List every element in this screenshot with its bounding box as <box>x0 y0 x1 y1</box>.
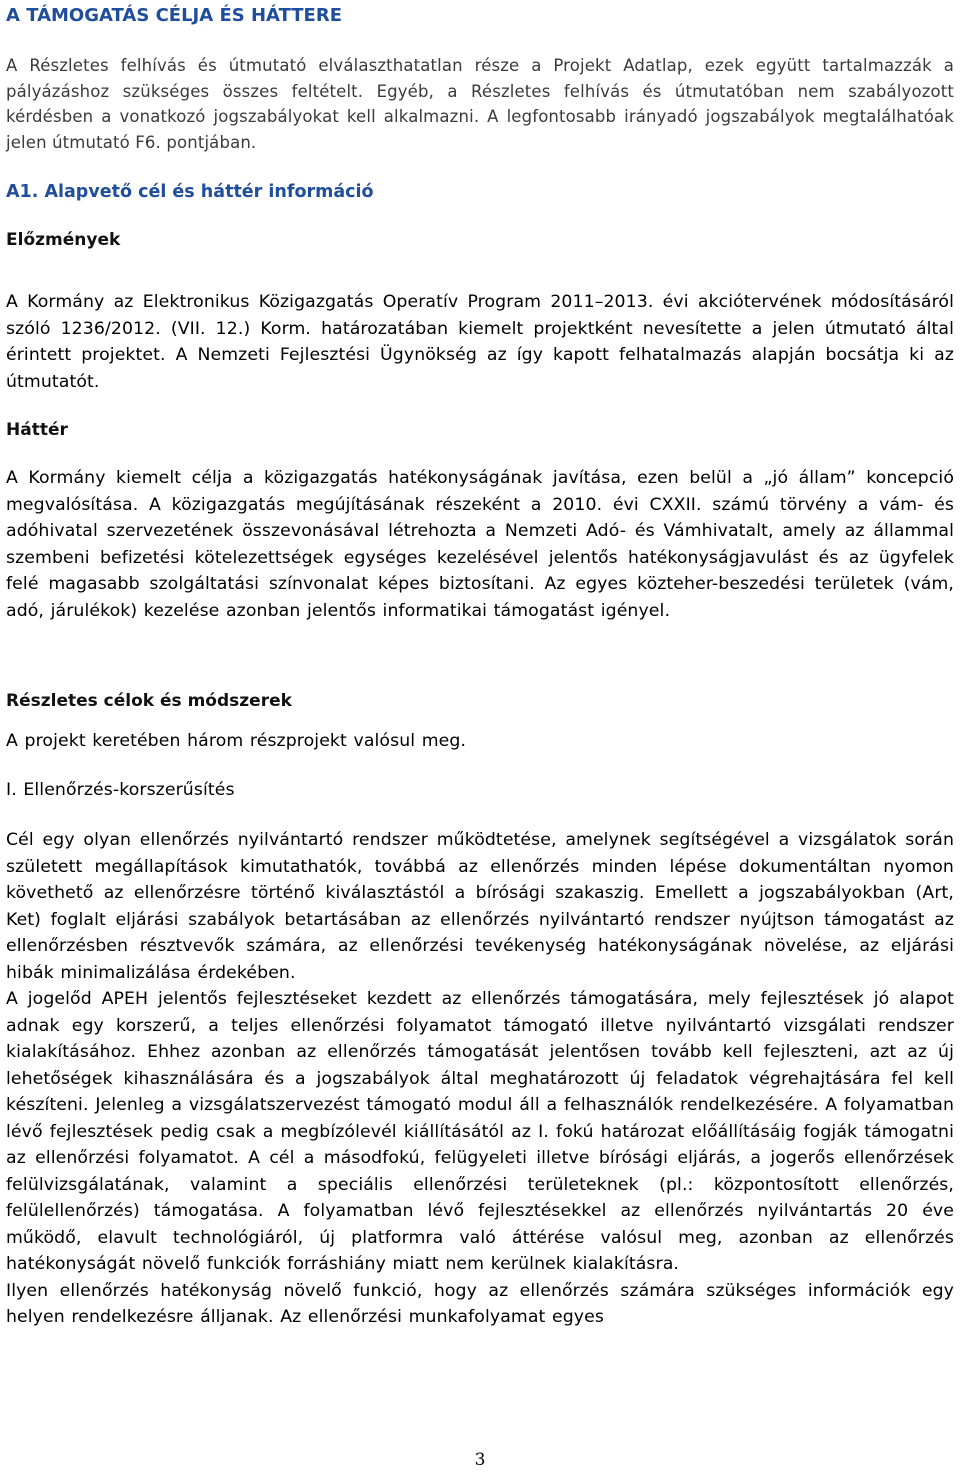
section-heading: A TÁMOGATÁS CÉLJA ÉS HÁTTERE <box>6 5 342 26</box>
elozmenyek-heading: Előzmények <box>6 230 121 250</box>
body-paragraph: Ilyen ellenőrzés hatékonyság növelő funkció, hogy az ellenőrzés számára szükséges információk egy helyen rendelkezésre álljanak. Az ellenőrzési munkafolyamat egyes <box>6 1280 954 1327</box>
document-page <box>6 0 954 1331</box>
reszletes-heading: Részletes célok és módszerek <box>6 691 292 711</box>
elozmenyek-paragraph: A Kormány az Elektronikus Közigazgatás Operatív Program 2011–2013. évi akciótervének módosításáról szóló 1236/2012. (VII. 12.) Korm. határozatában kiemelt projektként nevesítette a jelen útmutató által érintett projektet. A Nemzeti Fejlesztési Ügynökség az így kapott felhatalmazás alapján bocsátja ki az útmutatót. <box>6 292 954 392</box>
body-paragraph: A jogelőd APEH jelentős fejlesztéseket kezdett az ellenőrzés támogatására, mely fejlesztések jó alapot adnak egy korszerű, a teljes ellenőrzési folyamatot támogató illetve nyilvántartó vizsgálati rendszer kialakításához. Ehhez azonban az ellenőrzés támogatását jelentősen tovább kell fejleszteni, azt az új lehetőségek kihasználására és a jogszabályok által meghatározott új feladatok végrehajtására fel kell készíteni. Jelenleg a vizsgálatszervezést támogató modul áll a felhasználók rendelkezésére. A folyamatban lévő fejlesztések pedig csak a megbízólevél kiállításától az I. fokú határozat előállításáig fogják támogatni az ellenőrzési folyamatot. A cél a másodfokú, felügyeleti illetve bírósági eljárás, a jogerős ellenőrzések felülvizsgálatának, valamint a speciális ellenőrzési területeknek (pl.: központosított ellenőrzés, felülellenőrzés) támogatása. A folyamatban lévő fejlesztésekkel az ellenőrzés nyilvántartás 20 éve működő, elavult technológiáról, új platformra való áttérése valósul meg, azonban az ellenőrzés hatékonyságát növelő funkciók forráshiány miatt nem kerülnek kialakításra. <box>6 989 954 1274</box>
subproject-title: I. Ellenőrzés-korszerűsítés <box>6 779 235 800</box>
hatter-heading: Háttér <box>6 420 68 440</box>
subsection-heading-a1: A1. Alapvető cél és háttér információ <box>6 182 374 202</box>
hatter-paragraph: A Kormány kiemelt célja a közigazgatás hatékonyságának javítása, ezen belül a „jó állam” koncepció megvalósítása. A közigazgatás megújításának részeként a 2010. évi CXXII. számú törvény a vám- és adóhivatal szervezetének összevonásával létrehozta a Nemzeti Adó- és Vámhivatalt, amely az állammal szembeni befizetési kötelezettségek egységes kezelésével jelentős hatékonyságjavulást és az ügyfelek felé magasabb szolgáltatási színvonalat képes biztosítani. Az egyes közteher-beszedési területek (vám, adó, járulékok) kezelése azonban jelentős informatikai támogatást igényel. <box>6 468 954 621</box>
body-paragraph: Cél egy olyan ellenőrzés nyilvántartó rendszer működtetése, amelynek segítségével a vizsgálatok során született megállapítások kimutathatók, továbbá az ellenőrzés minden lépése dokumentáltan nyomon követhető az ellenőrzésre történő kiválasztástól a bírósági szakaszig. Emellett a jogszabályokban (Art, Ket) foglalt eljárási szabályok betartásában az ellenőrzés nyilvántartó rendszer nyújtson támogatást az ellenőrzésben résztvevők számára, az ellenőrzési tevékenység hatékonyságának növelése, az eljárási hibák minimalizálása érdekében. <box>6 830 954 983</box>
intro-paragraph: A Részletes felhívás és útmutató elválaszthatatlan része a Projekt Adatlap, ezek együtt tartalmazzák a pályázáshoz szükséges összes feltételt. Egyéb, a Részletes felhívás és útmutatóban nem szabályozott kérdésben a vonatkozó jogszabályokat kell alkalmazni. A legfontosabb irányadó jogszabályok megtalálhatóak jelen útmutató F6. pontjában. <box>6 56 954 152</box>
page-number: 3 <box>474 1450 486 1470</box>
reszletes-paragraph: A projekt keretében három részprojekt valósul meg. <box>6 731 467 751</box>
